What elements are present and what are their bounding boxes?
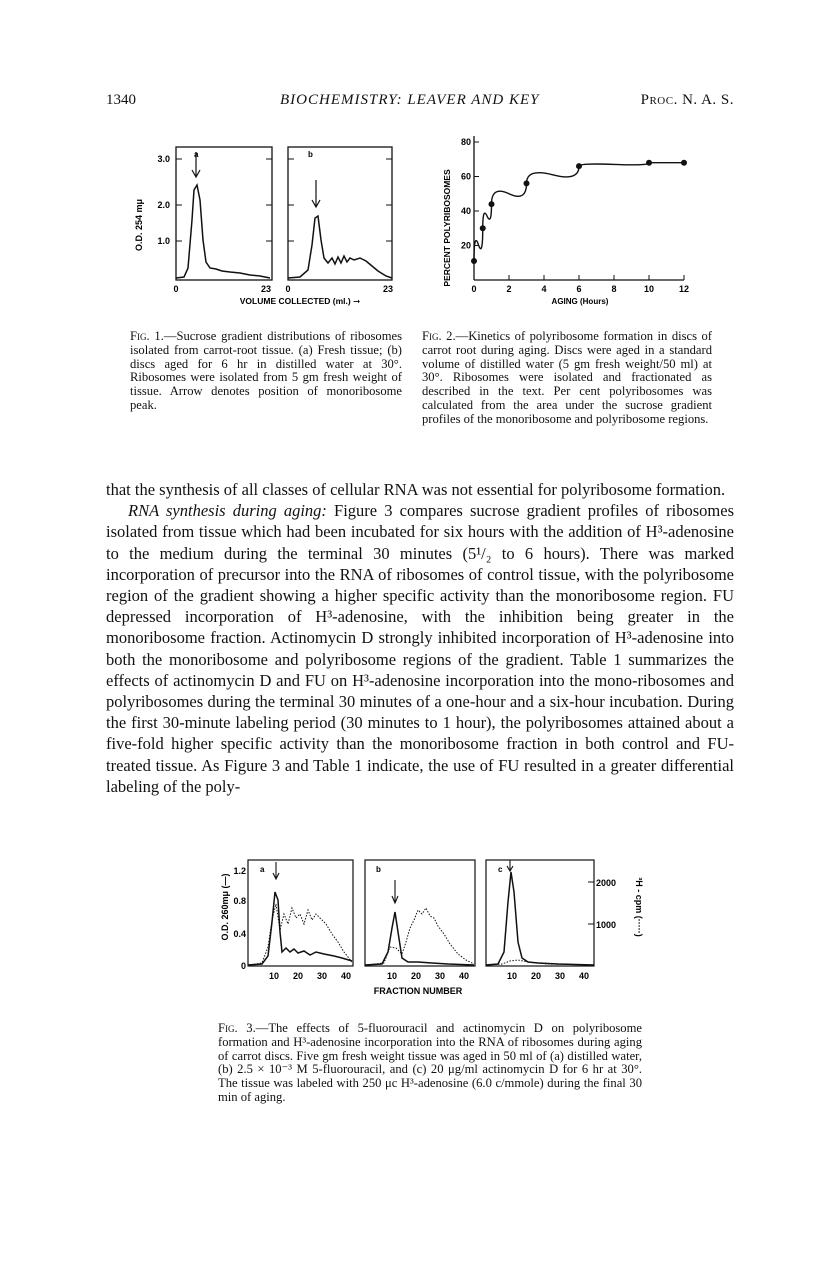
fig1-caption-text: —Sucrose gradient distributions of ribosomes isolated from carrot-root tissue. (a) Fresh tissue; (b) discs aged for 6 hr in distilled water at 30°. Ribosomes were isolated from 5 gm fresh weight of tissue. Arrow denotes position of monoribosome peak. [130, 329, 402, 412]
fig3-xtick: 40 [340, 971, 352, 981]
fig3-caption-lead: Fig. 3. [218, 1021, 256, 1035]
fig2-ylabel: PERCENT POLYRIBOSOMES [442, 169, 452, 287]
fig2-data-point [480, 225, 486, 231]
fig3-caption [218, 1022, 642, 1105]
fig2-data-point [524, 180, 530, 186]
fig1-xtick: 23 [260, 284, 272, 294]
fig3-panel-b-frame [365, 860, 475, 966]
fig3-panel-a-frame [248, 860, 353, 966]
fig1-b-arrow-icon [312, 180, 320, 207]
fig3-ylabel-left: O.D. 260mμ (—) [220, 873, 230, 941]
fig1-b-curve [288, 216, 392, 278]
fig3-panel-a-label: a [260, 865, 265, 874]
fig1-ylabel: O.D. 254 mμ [134, 198, 144, 252]
fig3-xtick: 30 [316, 971, 328, 981]
page-number: 1340 [106, 92, 136, 108]
section-heading: RNA synthesis during aging: [128, 501, 327, 521]
fig3-xtick: 10 [506, 971, 518, 981]
fig2-ytick: 40 [460, 206, 471, 216]
fig3-c-od-curve [486, 872, 594, 965]
fig3-xtick: 40 [458, 971, 470, 981]
fig2-xtick: 8 [611, 284, 617, 294]
body-paragraph [106, 500, 734, 797]
fig2-xtick: 12 [678, 284, 690, 294]
fig2-caption-lead: Fig. 2. [422, 329, 456, 343]
fig3-ytick: 0.8 [233, 896, 246, 906]
fig2-plot [432, 128, 702, 313]
fig3-ytick: 0.4 [233, 929, 246, 939]
fig3-ytick: 1.2 [233, 866, 246, 876]
fig2-xtick: 4 [541, 284, 547, 294]
fig3-c-arrow-icon [507, 860, 513, 871]
fig2-xtick: 10 [643, 284, 655, 294]
fig2-xlabel: AGING (Hours) [551, 297, 609, 306]
fig3-ytick-right: 2000 [596, 878, 617, 888]
fig3-a-arrow-icon [273, 862, 279, 879]
fig3-xlabel: FRACTION NUMBER [373, 986, 463, 996]
fig3-caption-text: —The effects of 5-fluorouracil and actinomycin D on polyribosome formation and H³-adenosine incorporation into the RNA of ribosomes during aging of carrot discs. Five gm fresh weight tissue was aged in 50 ml of (a) distilled water, (b) 2.5 × 10⁻³ M 5-fluorouracil, and (c) 20 μg/ml actinomycin D for 6 hr at 30°. The tissue was labeled with 250 μc H³-adenosine (6.0 c/mmole) during the final 30 min of aging. [218, 1021, 642, 1104]
fig3-ylabel-right: ³H - cpm (·····) [634, 877, 644, 937]
fig3-b-od-curve [365, 912, 474, 965]
body-paragraph: that the synthesis of all classes of cellular RNA was not essential for polyribosome formation. [106, 480, 726, 499]
fig2-xtick: 6 [576, 284, 582, 294]
fig3-a-od-curve [248, 892, 352, 965]
journal-name: Proc. N. A. S. [640, 92, 734, 108]
fig1-panel-a-label: a [194, 150, 199, 159]
fig3-xtick: 30 [434, 971, 446, 981]
fig3-panel-c-label: c [498, 865, 503, 874]
fig2-caption [422, 330, 712, 427]
fig2-caption-text: —Kinetics of polyribosome formation in discs of carrot root during aging. Discs were aged in a standard volume of distilled water (5 gm fresh weight/50 ml) at 30°. Ribosomes were isolated and fractionated as described in the text. Per cent polyribosomes was calculated from the area under the sucrose gradient profiles of the monoribosome and polyribosome regions. [422, 329, 712, 426]
body-paragraph-text: Figure 3 compares sucrose gradient profiles of ribosomes isolated from tissue which had been incubated for six hours with the addition of H³-adenosine to the medium during the terminal 30 minutes (5¹/₂ to 6 hours). There was marked incorporation of precursor into the RNA of ribosomes of control tissue, with the polyribosome region of the gradient showing a higher specific activity than the monoribosome region. FU depressed incorporation of H³-adenosine, with the inhibition being greater in the monoribosome fraction. Actinomycin D strongly inhibited incorporation of H³-adenosine into both the monoribosome and polyribosome regions of the gradient. Table 1 summarizes the effects of actinomycin D and FU on H³-adenosine incorporation into the mono-ribosomes and polyribosomes during the terminal 30 minutes of a one-hour and a six-hour incubation. During the first 30-minute labeling period (30 minutes to 1 hour), the polyribosomes attained about a five-fold higher specific activity than the monoribosome fraction in both control and FU-treated tissue. As Figure 3 and Table 1 indicate, the use of FU resulted in a greater differential labeling of the poly- [106, 501, 735, 796]
fig2-data-point [471, 258, 477, 264]
fig1-xtick: 23 [382, 284, 394, 294]
fig1-caption-lead: Fig. 1. [130, 329, 164, 343]
running-title: BIOCHEMISTRY: LEAVER AND KEY [280, 92, 540, 108]
fig1-ytick: 2.0 [157, 200, 170, 210]
fig2-xtick: 0 [471, 284, 477, 294]
fig2-data-point [576, 163, 582, 169]
fig2-ytick: 60 [460, 171, 471, 182]
fig2-data-point [681, 160, 687, 166]
fig3-panel-c-frame [486, 860, 594, 966]
fig1-plot [130, 130, 410, 310]
fig3-xtick: 20 [530, 971, 542, 981]
fig3-plot [218, 852, 648, 1004]
fig3-xtick: 10 [386, 971, 398, 981]
fig1-ytick: 1.0 [157, 236, 170, 246]
fig3-xtick: 30 [554, 971, 566, 981]
fig2-data-point [489, 201, 495, 207]
fig3-ytick: 0 [240, 961, 246, 971]
body-text [106, 479, 734, 797]
fig1-xtick: 0 [173, 284, 179, 294]
fig3-ytick-right: 1000 [596, 920, 617, 930]
fig3-b-arrow-icon [392, 880, 398, 903]
fig1-a-curve [176, 185, 270, 278]
fig2-data-point [646, 160, 652, 166]
fig3-xtick: 20 [410, 971, 422, 981]
fig2-ytick: 80 [460, 137, 471, 147]
fig2-ytick: 20 [460, 240, 471, 251]
fig1-xtick: 0 [285, 284, 291, 294]
fig3-xtick: 20 [292, 971, 304, 981]
fig1-panel-a-frame [176, 147, 272, 280]
fig2-fit-curve [474, 163, 684, 261]
fig1-caption [130, 330, 402, 413]
fig3-xtick: 10 [268, 971, 280, 981]
fig2-xtick: 2 [506, 284, 512, 294]
fig1-panel-b-label: b [308, 150, 313, 159]
fig3-xtick: 40 [578, 971, 590, 981]
fig1-xlabel: VOLUME COLLECTED (ml.) ➞ [239, 296, 361, 306]
fig3-panel-b-label: b [376, 865, 381, 874]
fig3-b-cpm-curve [365, 908, 474, 965]
fig1-ytick: 3.0 [157, 154, 170, 164]
